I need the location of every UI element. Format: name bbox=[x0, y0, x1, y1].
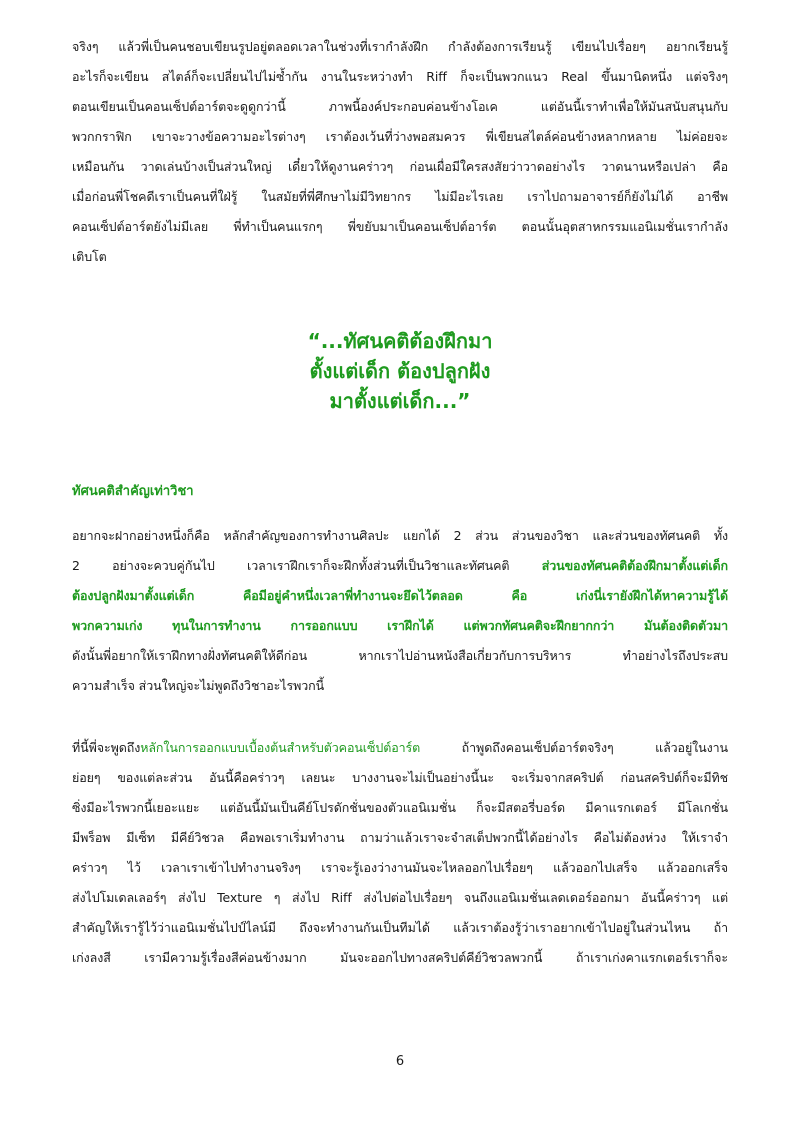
text-line: ความสำเร็จ ส่วนใหญ่จะไม่พูดถึงวิชาอะไรพวกนี้ bbox=[72, 678, 325, 693]
text-line bbox=[72, 733, 728, 763]
text-segment: ถ้าพูดถึงคอนเซ็ปต์อาร์ตจริงๆ แล้วอยู่ในงาน bbox=[420, 740, 728, 755]
quote-line: มาตั้งแต่เด็ก...” bbox=[329, 389, 471, 413]
quote-line: “...ทัศนคติต้องฝึกมา bbox=[307, 329, 493, 353]
paragraph-attitude bbox=[72, 521, 728, 701]
paragraph-intro bbox=[72, 32, 728, 272]
text-segment: ที่นี้พี่จะพูดถึง bbox=[72, 740, 141, 755]
text-line: เก่งลงสี เรามีความรู้เรื่องสีค่อนข้างมาก มันจะออกไปทางสคริปต์คีย์วิชวลพวกนี้ ถ้าเราเก่งคาแรกเตอร์เราก็จะ bbox=[72, 950, 728, 965]
text-line: อะไรก็จะเขียน สไตล์ก็จะเปลี่ยนไปไม่ซ้ำกัน งานในระหว่างทำ Riff ก็จะเป็นพวกแนว Real ขึ้นมานิดหนึ่ง แต่จริงๆ bbox=[72, 69, 728, 84]
text-line: ตอนเขียนเป็นคอนเซ็ปต์อาร์ตจะดูดูกว่านี้ ภาพนี้องค์ประกอบค่อนข้างโอเค แต่อันนี้เราทำเพื่อให้มันสนับสนุนกับ bbox=[72, 99, 728, 114]
paragraph-design bbox=[72, 733, 728, 973]
text-line: สำคัญให้เรารู้ไว้ว่าแอนิเมชั่นไปป์ไลน์มี ถึงจะทำงานกันเป็นทีมได้ แล้วเราต้องรู้ว่าเราอยากเข้าไปอยู่ในส่วนไหน ถ้า bbox=[72, 920, 728, 935]
text-line bbox=[72, 551, 728, 581]
text-line: เติบโต bbox=[72, 249, 107, 264]
text-line: ดังนั้นพี่อยากให้เราฝึกทางฝั่งทัศนคติให้ดีก่อน หากเราไปอ่านหนังสือเกี่ยวกับการบริหาร ทำอย่างไรถึงประสบ bbox=[72, 648, 728, 663]
text-line: จริงๆ แล้วพี่เป็นคนชอบเขียนรูปอยู่ตลอดเวลาในช่วงที่เรากำลังฝึก กำลังต้องการเรียนรู้ เขียนไปเรื่อยๆ อยากเรียนรู้ bbox=[72, 39, 728, 54]
text-line: ส่งไปโมเดลเลอร์ๆ ส่งไป Texture ๆ ส่งไป Riff ส่งไปต่อไปเรื่อยๆ จนถึงแอนิเมชั่นเลดเดอร์ออกมา อันนี้คร่าวๆ แต่ bbox=[72, 890, 728, 905]
text-line: คร่าวๆ ไว้ เวลาเราเข้าไปทำงานจริงๆ เราจะรู้เองว่างานมันจะไหลออกไปเรื่อยๆ แล้วออกไปเสร็จ แล้วออกเสร็จ bbox=[72, 860, 728, 875]
highlight-text: ส่วนของทัศนคติต้องฝึกมาตั้งแต่เด็ก bbox=[541, 558, 728, 573]
text-line: พวกกราฟิก เขาจะวางข้อความอะไรต่างๆ เราต้องเว้นที่ว่างพอสมควร พี่เขียนสไตล์ค่อนข้างหลากหลาย ไม่ค่อยจะ bbox=[72, 129, 728, 144]
pull-quote bbox=[150, 326, 650, 416]
text-line: มีพร็อพ มีเซ็ท มีคีย์วิชวล คือพอเราเริ่มทำงาน ถามว่าแล้วเราจะจำสเต็ปพวกนี้ได้อย่างไร คือไม่ต้องห่วง ให้เราจำ bbox=[72, 830, 728, 845]
text-line: เหมือนกัน วาดเล่นบ้างเป็นส่วนใหญ่ เดี๋ยวให้ดูงานคร่าวๆ ก่อนเผื่อมีใครสงสัยว่าวาดอย่างไร วาดนานหรือเปล่า คือ bbox=[72, 159, 728, 174]
highlight-line: ต้องปลูกฝังมาตั้งแต่เด็ก คือมีอยู่คำหนึ่งเวลาพี่ทำงานจะยึดไว้ตลอด คือ เก่งนี่เรายังฝึกได้หาความรู้ได้ bbox=[72, 588, 728, 603]
text-line: เมื่อก่อนพี่โชคดีเราเป็นคนที่ใฝ่รู้ ในสมัยที่พี่ศึกษาไม่มีวิทยากร ไม่มีอะไรเลย เราไปถามอาจารย์ก็ยังไม่ได้ อาชีพ bbox=[72, 189, 728, 204]
highlight-text: หลักในการออกแบบเบื้องต้นสำหรับตัวคอนเซ็ปต์อาร์ต bbox=[140, 740, 421, 755]
text-segment: 2 อย่างจะควบคู่กันไป เวลาเราฝึกเราก็จะฝึกทั้งส่วนที่เป็นวิชาและทัศนคติ bbox=[72, 558, 542, 573]
section-heading: ทัศนคติสำคัญเท่าวิชา bbox=[72, 484, 194, 499]
text-line: คอนเซ็ปต์อาร์ตยังไม่มีเลย พี่ทำเป็นคนแรกๆ พี่ขยับมาเป็นคอนเซ็ปต์อาร์ต ตอนนั้นอุตสาหกรรมแอนิเมชั่นเรากำลัง bbox=[72, 219, 728, 234]
highlight-line: พวกความเก่ง ทุนในการทำงาน การออกแบบ เราฝึกได้ แต่พวกทัศนคติจะฝึกยากกว่า มันต้องติดตัวมา bbox=[72, 618, 728, 633]
text-line: ย่อยๆ ของแต่ละส่วน อันนี้คือคร่าวๆ เลยนะ บางงานจะไม่เป็นอย่างนี้นะ จะเริ่มจากสคริปต์ ก่อนสคริปต์ก็จะมีทิช bbox=[72, 770, 728, 785]
text-line: ซิ่งมีอะไรพวกนี้เยอะแยะ แต่อันนี้มันเป็นคีย์โปรดักชั่นของตัวแอนิเมชั่น ก็จะมีสตอรี่บอร์ด มีคาแรกเตอร์ มีโลเกชั่น bbox=[72, 800, 728, 815]
text-line: อยากจะฝากอย่างหนึ่งก็คือ หลักสำคัญของการทำงานศิลปะ แยกได้ 2 ส่วน ส่วนของวิชา และส่วนของทัศนคติ ทั้ง bbox=[72, 528, 728, 543]
quote-line: ตั้งแต่เด็ก ต้องปลูกฝัง bbox=[309, 359, 491, 383]
page-number: 6 bbox=[395, 1054, 405, 1069]
